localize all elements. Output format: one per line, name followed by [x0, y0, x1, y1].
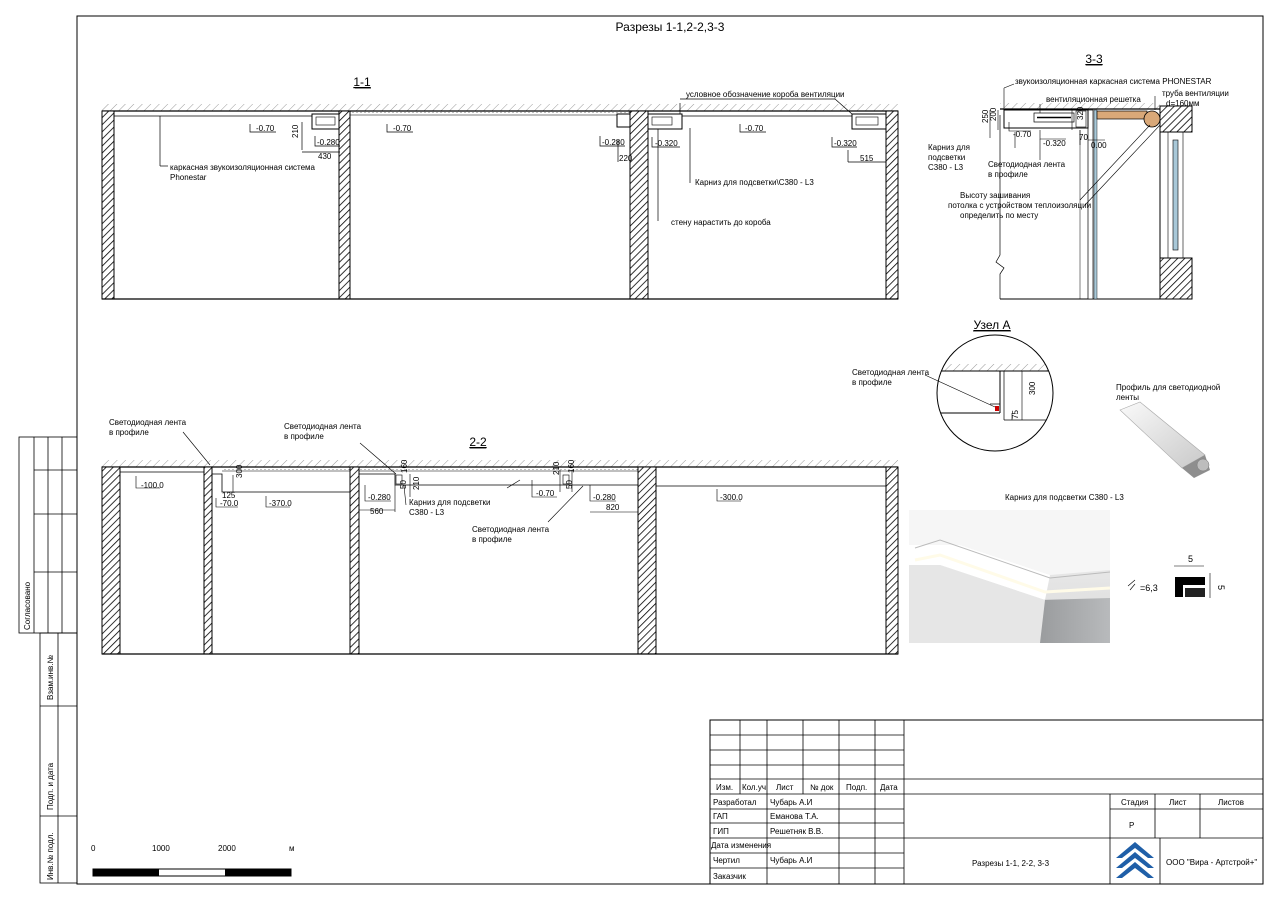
section-3-3	[928, 52, 1229, 299]
tb-h-izm: Изм.	[716, 783, 734, 792]
note-2-2-cornice-l1: Карниз для подсветки	[409, 498, 491, 507]
tb-role-4: Чертил	[713, 856, 740, 865]
wall-1-1-right	[886, 111, 898, 299]
tb-drawing-name: Разрезы 1-1, 2-2, 3-3	[972, 859, 1050, 868]
stamp-inv-swap: Взам.инв.№	[46, 654, 55, 700]
note-2-2-led3-l1: Светодиодная лента	[472, 525, 550, 534]
dim-2-2-160b: 160	[567, 459, 576, 473]
tb-name-2: Решетняк В.В.	[770, 827, 824, 836]
scale-tick-0: 0	[91, 844, 96, 853]
dim-3-3-m0320: -0.320	[1043, 139, 1066, 148]
note-3-3-pipe-l1: труба вентиляции	[1162, 89, 1229, 98]
dim-2-2-m0280b: -0.280	[593, 493, 616, 502]
stamp-inv-orig: Инв.№ подл.	[46, 832, 55, 880]
wall-1-1-left	[102, 111, 114, 299]
dim-2-2-210a: 210	[412, 476, 421, 490]
dim-1-1-lvl-b: -0.70	[393, 124, 412, 133]
dim-3-3-320: 320	[1076, 106, 1085, 120]
note-2-2-led2-l1: Светодиодная лента	[284, 422, 362, 431]
profile-caption-l1: Профиль для светодиодной	[1116, 383, 1221, 392]
stamp-sign-date: Подп. и дата	[46, 762, 55, 810]
profile-caption-l2: ленты	[1116, 393, 1139, 402]
note-2-2-led1-l2: в профиле	[109, 428, 149, 437]
note-3-3-cornice-l2: подсветки	[928, 153, 966, 162]
section-1-1	[102, 75, 898, 299]
tb-role-5: Заказчик	[713, 872, 746, 881]
node-a-led-l2: в профиле	[852, 378, 892, 387]
scale-tick-1000: 1000	[152, 844, 170, 853]
tb-h-list: Лист	[776, 783, 794, 792]
dim-2-2-m700: -70.0	[220, 499, 239, 508]
wall-2-2-mid3	[638, 467, 656, 654]
note-3-3-cornice-l3: С380 - L3	[928, 163, 964, 172]
dim-3-3-70: 70	[1079, 133, 1088, 142]
dim-1-1-lvl-c: -0.70	[745, 124, 764, 133]
dim-2-2-m3700: -370.0	[269, 499, 292, 508]
note-3-3-frame: звукоизоляционная каркасная система PHONESTAR	[1015, 77, 1212, 86]
note-2-2-led3-l2: в профиле	[472, 535, 512, 544]
note-3-3-cornice-l1: Карниз для	[928, 143, 971, 152]
company-logo	[1116, 842, 1154, 878]
wall-3-3-bottom	[1160, 258, 1192, 299]
cornice-photo-caption: Карниз для подсветки С380 - L3	[1005, 493, 1124, 502]
vent-box-2	[617, 114, 630, 127]
wall-1-1-mid2	[630, 111, 648, 299]
dim-1-1-210: 210	[291, 124, 300, 138]
dim-2-2-560: 560	[370, 507, 384, 516]
tb-company: ООО "Вира - Артстрой+"	[1166, 858, 1258, 867]
dim-2-2-210b: 210	[552, 461, 561, 475]
dim-2-2-300: 300	[235, 464, 244, 478]
section-3-3-label: 3-3	[1085, 52, 1103, 66]
dim-3-3-200: 200	[989, 107, 998, 121]
cornice-section-icon	[1128, 554, 1226, 598]
note-3-3-height-l3: определить по месту	[960, 211, 1039, 220]
window-glass	[1173, 140, 1178, 250]
tb-sheet-header: Лист	[1169, 798, 1187, 807]
note-3-3-led-l1: Светодиодная лента	[988, 160, 1066, 169]
wall-2-2-left	[102, 467, 120, 654]
led-profile-image	[1116, 383, 1220, 478]
node-a-75: 75	[1011, 410, 1020, 419]
wall-2-2-right	[886, 467, 898, 654]
note-1-1-wall: стену нарастить до короба	[671, 218, 771, 227]
section-1-1-label: 1-1	[353, 75, 371, 89]
dim-1-1-515: 515	[860, 154, 874, 163]
dim-1-1-220: 220	[619, 154, 633, 163]
dim-2-2-125: 125	[222, 491, 236, 500]
tb-h-kol: Кол.уч	[742, 783, 766, 792]
dim-2-2-m0280a: -0.280	[368, 493, 391, 502]
wall-2-2-mid2	[350, 467, 359, 654]
dim-2-2-160a: 160	[400, 459, 409, 473]
cornice-dim-thk: =6,3	[1140, 583, 1158, 593]
led-marker	[995, 406, 999, 411]
note-1-1-cornice: Карниз для подсветки\С380 - L3	[695, 178, 814, 187]
tb-h-date: Дата	[880, 783, 898, 792]
scale-bar	[91, 844, 295, 876]
dim-2-2-m1000: -100.0	[141, 481, 164, 490]
dim-2-2-m3000: -300.0	[720, 493, 743, 502]
tb-sheets-header: Листов	[1218, 798, 1244, 807]
dim-1-1-m0280b: -0.280	[602, 138, 625, 147]
vent-pipe	[1097, 111, 1147, 119]
section-2-2	[102, 418, 898, 654]
dim-3-3-250: 250	[981, 109, 990, 123]
cornice-dim-side: 5	[1216, 585, 1226, 591]
dim-2-2-m070: -0.70	[536, 489, 555, 498]
note-1-1-vent-box: условное обозначение короба вентиляции	[686, 90, 845, 99]
tb-role-2: ГИП	[713, 827, 729, 836]
note-3-3-pipe-l2: d=160мм	[1166, 99, 1200, 108]
wall-1-1-mid1	[339, 111, 350, 299]
dim-2-2-820: 820	[606, 503, 620, 512]
dim-1-1-lvl-a: -0.70	[256, 124, 275, 133]
cornice-photo	[909, 493, 1124, 643]
dim-3-3-m070: -0.70	[1013, 130, 1032, 139]
tb-name-4: Чубарь А.И	[770, 856, 813, 865]
tb-name-0: Чубарь А.И	[770, 798, 813, 807]
dim-2-2-50b: 50	[565, 480, 574, 489]
dim-1-1-430: 430	[318, 152, 332, 161]
note-2-2-cornice-l2: С380 - L3	[409, 508, 445, 517]
tb-stage-value: Р	[1129, 821, 1135, 830]
sheet-title: Разрезы 1-1,2-2,3-3	[615, 20, 725, 34]
note-3-3-height-l2: потолка с устройством теплоизоляции	[948, 201, 1092, 210]
dim-1-1-m0280a: -0.280	[317, 138, 340, 147]
node-a-detail	[852, 318, 1060, 451]
note-3-3-height-l1: Высоту зашивания	[960, 191, 1031, 200]
vent-box-3	[648, 114, 682, 129]
cornice-dim-top: 5	[1188, 554, 1194, 564]
tb-role-3: Дата изменения	[711, 841, 772, 850]
dim-1-1-m0320b: -0.320	[834, 139, 857, 148]
note-3-3-grille: вентиляционная решетка	[1046, 95, 1141, 104]
dim-2-2-50a: 50	[399, 480, 408, 489]
note-1-1-frame-l1: каркасная звукоизоляционная система	[170, 163, 316, 172]
tb-stage-header: Стадия	[1121, 798, 1149, 807]
node-a-300: 300	[1028, 381, 1037, 395]
note-3-3-led-l2: в профиле	[988, 170, 1028, 179]
node-a-label: Узел А	[973, 318, 1011, 332]
tb-role-0: Разработал	[713, 798, 757, 807]
scale-tick-2000: 2000	[218, 844, 236, 853]
tb-h-doc: № док	[810, 783, 834, 792]
dim-1-1-m0320a: -0.320	[655, 139, 678, 148]
wall-2-2-mid1	[204, 467, 212, 654]
wall-3-3-top	[1160, 106, 1192, 132]
section-2-2-label: 2-2	[469, 435, 487, 449]
note-1-1-frame-l2: Phonestar	[170, 173, 207, 182]
scale-unit: м	[289, 844, 295, 853]
stamp-agreed: Согласовано	[23, 581, 32, 630]
note-2-2-led2-l2: в профиле	[284, 432, 324, 441]
vent-box-4	[852, 114, 886, 129]
note-2-2-led1-l1: Светодиодная лента	[109, 418, 187, 427]
node-a-led-l1: Светодиодная лента	[852, 368, 930, 377]
tb-name-1: Еманова Т.А.	[770, 812, 819, 821]
tb-role-1: ГАП	[713, 812, 728, 821]
tb-h-sign: Подп.	[846, 783, 868, 792]
dim-3-3-000: 0.00	[1091, 141, 1107, 150]
